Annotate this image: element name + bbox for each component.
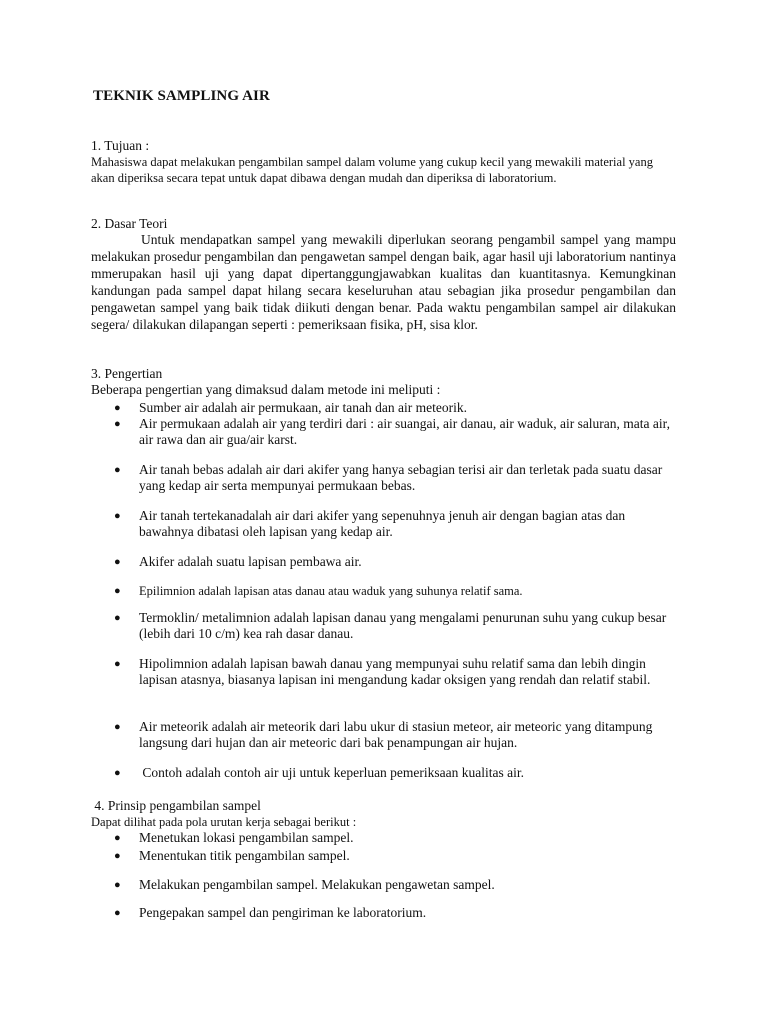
list-item-text: Air tanah tertekanadalah air dari akifer yang sepenuhnya jenuh air dengan bagian atas dan bawahnya dibatasi oleh lapisan yang kedap air. <box>139 508 626 539</box>
list-item <box>91 416 676 448</box>
bullet-icon: ● <box>114 585 121 597</box>
list-item-text: Air permukaan adalah air yang terdiri dari : air suangai, air danau, air waduk, air saluran, mata air, air rawa dan air gua/air karst. <box>139 416 670 447</box>
list-item <box>91 656 676 688</box>
list-item-text: Termoklin/ metalimnion adalah lapisan danau yang mengalami penurunan suhu yang cukup besar (lebih dari 10 c/m) kea rah dasar danau. <box>139 610 667 641</box>
list-item <box>91 400 676 416</box>
list-item-text: Melakukan pengambilan sampel. Melakukan pengawetan sampel. <box>139 877 495 892</box>
list-item <box>91 877 676 893</box>
bullet-icon: ● <box>114 850 121 862</box>
list-item-text: Pengepakan sampel dan pengiriman ke laboratorium. <box>139 905 427 920</box>
section-intro: Dapat dilihat pada pola urutan kerja sebagai berikut : <box>91 815 357 829</box>
bullet-icon: ● <box>114 612 121 624</box>
bullet-icon: ● <box>114 879 121 891</box>
section-heading: 4. Prinsip pengambilan sampel <box>91 798 261 813</box>
list-item <box>91 583 676 599</box>
section-intro: Beberapa pengertian yang dimaksud dalam metode ini meliputi : <box>91 382 441 397</box>
section-text: Mahasiswa dapat melakukan pengambilan sampel dalam volume yang cukup kecil yang mewakili material yang akan diperiksa secara tepat untuk dapat dibawa dengan mudah dan diperiksa di laboratorium. <box>91 155 653 185</box>
bullet-icon: ● <box>114 510 121 522</box>
bullet-icon: ● <box>114 402 121 414</box>
list-item <box>91 554 676 570</box>
section-prinsip <box>91 798 676 830</box>
bullet-icon: ● <box>114 556 121 568</box>
bullet-icon: ● <box>114 464 121 476</box>
section-dasar-teori <box>91 216 676 333</box>
bullet-icon: ● <box>114 907 121 919</box>
list-item <box>91 508 676 540</box>
bullet-icon: ● <box>114 767 121 779</box>
list-item-text: Hipolimnion adalah lapisan bawah danau yang mempunyai suhu relatif sama dan lebih dingin lapisan atasnya, biasanya lapisan ini mengandung kadar oksigen yang rendah dan relatif stabil. <box>139 656 651 687</box>
section-heading: 2. Dasar Teori <box>91 216 168 231</box>
section-tujuan <box>91 138 676 186</box>
list-item <box>91 905 676 921</box>
list-item <box>91 765 676 781</box>
list-item-text: Menentukan titik pengambilan sampel. <box>139 848 350 863</box>
list-item-text: Menetukan lokasi pengambilan sampel. <box>139 830 354 845</box>
bullet-icon: ● <box>114 832 121 844</box>
list-item-text: Air meteorik adalah air meteorik dari labu ukur di stasiun meteor, air meteoric yang ditampung langsung dari hujan dan air meteoric dari bak penampungan air hujan. <box>139 719 653 750</box>
bullet-icon: ● <box>114 658 121 670</box>
document-title: TEKNIK SAMPLING AIR <box>93 88 270 104</box>
section-heading: 3. Pengertian <box>91 366 163 381</box>
section-text: Untuk mendapatkan sampel yang mewakili diperlukan seorang pengambil sampel yang mampu melakukan prosedur pengambilan dan pengawetan sampel dengan baik, agar hasil uji laboratorium nantinya mmerupakan hasil uji yang dapat dipertanggungjawabkan kualitas dan kuantitasnya. Kemungkinan kandungan pada sampel dapat hilang secara keseluruhan atau sebagian jika prosedur pengambilan dan pengawetan sampel yang baik tidak diikuti dengan benar. Pada waktu pengambilan sampel air dilakukan segera/ dilakukan dilapangan seperti : pemeriksaan fisika, pH, sisa klor. <box>91 232 676 332</box>
list-item-text: Air tanah bebas adalah air dari akifer yang hanya sebagian terisi air dan terletak pada suatu dasar yang kedap air serta mempunyai permukaan bebas. <box>139 462 663 493</box>
bullet-icon: ● <box>114 721 121 733</box>
list-item-text: Epilimnion adalah lapisan atas danau atau waduk yang suhunya relatif sama. <box>139 584 523 598</box>
list-item-text: Akifer adalah suatu lapisan pembawa air. <box>139 554 362 569</box>
section-heading: 1. Tujuan : <box>91 138 150 153</box>
section-pengertian <box>91 366 676 398</box>
list-item <box>91 830 676 846</box>
bullet-icon: ● <box>114 418 121 430</box>
list-item <box>91 462 676 494</box>
list-item <box>91 848 676 864</box>
list-item-text: Contoh adalah contoh air uji untuk keperluan pemeriksaan kualitas air. <box>139 765 525 780</box>
list-item-text: Sumber air adalah air permukaan, air tanah dan air meteorik. <box>139 400 467 415</box>
list-item <box>91 610 676 642</box>
list-item <box>91 719 676 751</box>
